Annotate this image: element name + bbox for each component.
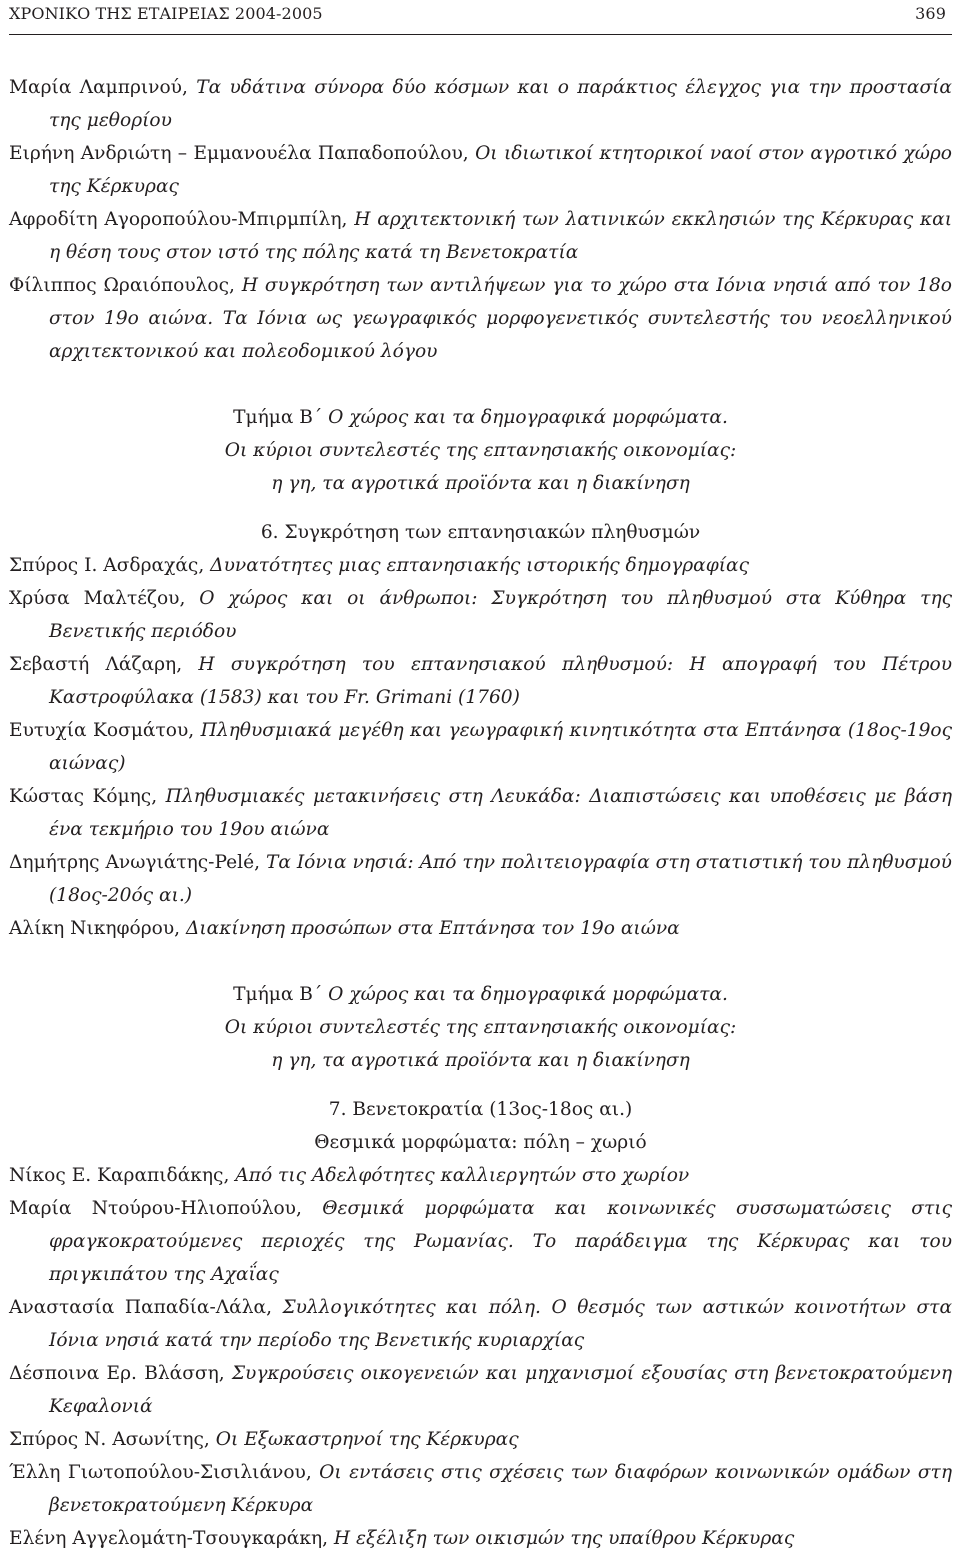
section-heading-line <box>9 401 952 434</box>
entry-title: Τα Ιόνια νησιά: Από την πολιτειογραφία στη στατιστική του πληθυσμού (18ος-20ός αι.) <box>49 852 952 906</box>
entry-author: Σπύρος Ι. Ασδραχάς, <box>9 555 211 576</box>
entry-author: Έλλη Γιωτοπούλου-Σισιλιάνου, <box>9 1462 320 1483</box>
running-head <box>9 0 952 35</box>
section-prefix: Τμήμα Β΄ <box>233 984 329 1005</box>
entry-author: Χρύσα Μαλτέζου, <box>9 588 200 609</box>
entry-author: Σεβαστή Λάζαρη, <box>9 654 199 675</box>
entry-title: Οι ιδιωτικοί κτητορικοί ναοί στον αγροτικό χώρο της Κέρκυρας <box>49 143 952 197</box>
section-title: Ο χώρος και τα δημογραφικά μορφώματα. <box>328 407 728 428</box>
section-heading <box>9 401 952 500</box>
entry-author: Ελένη Αγγελομάτη-Τσουγκαράκη, <box>9 1528 334 1549</box>
entry-author: Μαρία Ντούρου-Ηλιοπούλου, <box>9 1198 323 1219</box>
section-subtitle: Οι κύριοι συντελεστές της επτανησιακής οικονομίας: <box>224 440 737 461</box>
chapter-subtitle: Θεσμικά μορφώματα: πόλη – χωριό <box>314 1132 647 1153</box>
list-item <box>9 1456 952 1522</box>
section-subtitle: η γη, τα αγροτικά προϊόντα και η διακίνηση <box>271 1050 690 1071</box>
entry-author: Αφροδίτη Αγοροπούλου-Μπιρμπίλη, <box>9 209 355 230</box>
list-item <box>9 1423 952 1456</box>
entry-title: Από τις Αδελφότητες καλλιεργητών στο χωρίον <box>235 1165 690 1186</box>
list-item <box>9 1291 952 1357</box>
list-item <box>9 549 952 582</box>
list-item <box>9 912 952 945</box>
list-item <box>9 71 952 137</box>
entry-title: Τα υδάτινα σύνορα δύο κόσμων και ο παράκτιος έλεγχος για την προστασία της μεθορίου <box>49 77 952 131</box>
list-item <box>9 1192 952 1291</box>
list-item <box>9 648 952 714</box>
entry-author: Φίλιππος Ωραιόπουλος, <box>9 275 242 296</box>
entry-title: Η εξέλιξη των οικισμών της υπαίθρου Κέρκυρας <box>333 1528 795 1549</box>
chapter-title: 6. Συγκρότηση των επτανησιακών πληθυσμών <box>260 522 701 543</box>
entries-content <box>9 71 952 1555</box>
entry-author: Δέσποινα Ερ. Βλάσση, <box>9 1363 232 1384</box>
entry-title: Η συγκρότηση των αντιλήψεων για το χώρο στα Ιόνια νησιά από τον 18ο στον 19ο αιώνα. Τα Ιόνια ως γεωγραφικός μορφογενετικός συντελεστής του νεοελληνικού αρχιτεκτονικού και πολεοδομικού λόγου <box>49 275 952 362</box>
chapter-heading <box>9 1093 952 1159</box>
entry-author: Κώστας Κόμης, <box>9 786 166 807</box>
list-item <box>9 1159 952 1192</box>
chapter-title: 7. Βενετοκρατία (13ος-18ος αι.) <box>328 1099 633 1120</box>
entry-title: Συλλογικότητες και πόλη. Ο θεσμός των αστικών κοινοτήτων στα Ιόνια νησιά κατά την περίοδο της Βενετικής κυριαρχίας <box>49 1297 952 1351</box>
entry-title: Η αρχιτεκτονική των λατινικών εκκλησιών της Κέρκυρας και η θέση τους στον ιστό της πόλης κατά τη Βενετοκρατία <box>49 209 953 263</box>
entry-title: Ο χώρος και οι άνθρωποι: Συγκρότηση του πληθυσμού στα Κύθηρα της Βενετικής περιόδου <box>49 588 952 642</box>
entry-title: Διακίνηση προσώπων στα Επτάνησα τον 19ο αιώνα <box>185 918 680 939</box>
list-item <box>9 780 952 846</box>
entry-title: Πληθυσμιακές μετακινήσεις στη Λευκάδα: Διαπιστώσεις και υποθέσεις με βάση ένα τεκμήριο του 19ου αιώνα <box>49 786 952 840</box>
entry-author: Σπύρος Ν. Ασωνίτης, <box>9 1429 216 1450</box>
entry-title: Δυνατότητες μιας επτανησιακής ιστορικής δημογραφίας <box>210 555 750 576</box>
list-item <box>9 714 952 780</box>
list-item <box>9 1357 952 1423</box>
entry-author: Νίκος Ε. Καραπιδάκης, <box>9 1165 236 1186</box>
section-subtitle: η γη, τα αγροτικά προϊόντα και η διακίνηση <box>271 473 690 494</box>
section-subtitle: Οι κύριοι συντελεστές της επτανησιακής οικονομίας: <box>224 1017 737 1038</box>
entry-author: Ευτυχία Κοσμάτου, <box>9 720 201 741</box>
entry-title: Πληθυσμιακά μεγέθη και γεωγραφική κινητικότητα στα Επτάνησα (18ος-19ος αιώνας) <box>49 720 953 774</box>
section-prefix: Τμήμα Β΄ <box>233 407 329 428</box>
section-heading <box>9 978 952 1077</box>
entry-author: Μαρία Λαμπρινού, <box>9 77 197 98</box>
list-item <box>9 582 952 648</box>
list-item <box>9 203 952 269</box>
list-item <box>9 269 952 368</box>
entry-title: Οι Εξωκαστρηνοί της Κέρκυρας <box>215 1429 519 1450</box>
section-title: Ο χώρος και τα δημογραφικά μορφώματα. <box>328 984 728 1005</box>
entry-title: Η συγκρότηση του επτανησιακού πληθυσμού: Η απογραφή του Πέτρου Καστροφύλακα (1583) και του Fr. Grimani (1760) <box>49 654 952 708</box>
entry-title: Οι εντάσεις στις σχέσεις των διαφόρων κοινωνικών ομάδων στη βενετοκρατούμενη Κέρκυρα <box>49 1462 952 1516</box>
entry-author: Αναστασία Παπαδία-Λάλα, <box>9 1297 283 1318</box>
entry-title: Θεσμικά μορφώματα και κοινωνικές συσσωματώσεις στις φραγκοκρατούμενες περιοχές της Ρωμανίας. Το παράδειγμα της Κέρκυρας και του πριγκιπάτου της Αχαΐας <box>49 1198 952 1285</box>
list-item <box>9 1522 952 1555</box>
page-number: 369 <box>915 4 946 23</box>
list-item <box>9 137 952 203</box>
list-item <box>9 846 952 912</box>
entry-author: Αλίκη Νικηφόρου, <box>9 918 186 939</box>
running-title: ΧΡΟΝΙΚΟ ΤΗΣ ΕΤΑΙΡΕΙΑΣ 2004-2005 <box>9 4 323 23</box>
entry-title: Συγκρούσεις οικογενειών και μηχανισμοί εξουσίας στη βενετοκρατούμενη Κεφαλονιά <box>49 1363 953 1417</box>
chapter-heading <box>9 516 952 549</box>
entry-author: Ειρήνη Ανδριώτη – Εμμανουέλα Παπαδοπούλου, <box>9 143 476 164</box>
entry-author: Δημήτρης Ανωγιάτης-Pelé, <box>9 852 266 873</box>
section-heading-line <box>9 978 952 1011</box>
